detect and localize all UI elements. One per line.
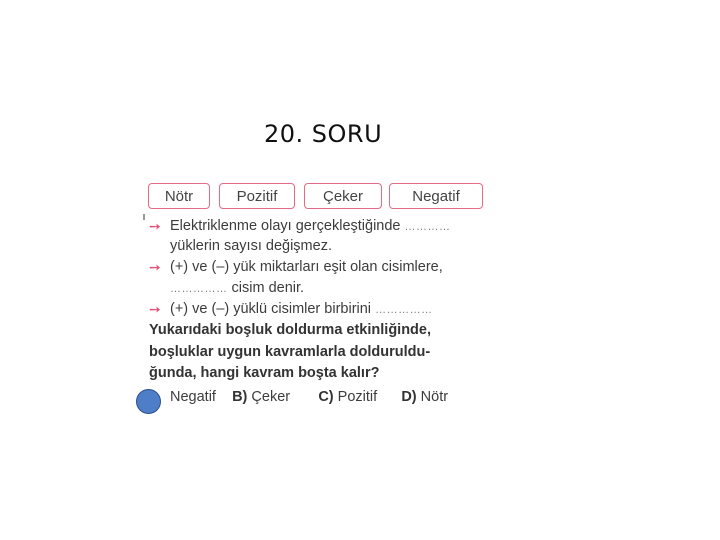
answer-options bbox=[170, 389, 448, 405]
statement-3-text: (+) ve (–) yüklü cisimler birbirini bbox=[170, 301, 372, 317]
divider-mark bbox=[143, 214, 145, 220]
chip-negatif: Negatif bbox=[389, 183, 483, 209]
option-b-label: B) bbox=[232, 389, 248, 405]
blank-3: …………… bbox=[375, 304, 433, 316]
blank-2: …………… bbox=[170, 283, 228, 295]
question-line-1: Yukarıdaki boşluk doldurma etkinliğinde, bbox=[149, 322, 432, 338]
arrow-icon: ➙ bbox=[149, 259, 161, 275]
option-c[interactable]: Pozitif bbox=[337, 389, 378, 405]
statement-2-text: cisim denir. bbox=[231, 280, 305, 296]
statement-1-line-1 bbox=[170, 218, 451, 234]
statement-2-line-1: (+) ve (–) yük miktarları eşit olan cisimlere, bbox=[170, 259, 443, 275]
question-line-3: ğunda, hangi kavram boşta kalır? bbox=[149, 365, 380, 381]
statement-1-text: Elektriklenme olayı gerçekleştiğinde bbox=[170, 218, 401, 234]
chip-ceker: Çeker bbox=[304, 183, 382, 209]
option-b[interactable]: Çeker bbox=[251, 389, 291, 405]
option-c-label: C) bbox=[318, 389, 334, 405]
arrow-icon: ➙ bbox=[149, 218, 161, 234]
chip-pozitif: Pozitif bbox=[219, 183, 295, 209]
question-line-2: boşluklar uygun kavramlarla dolduruldu- bbox=[149, 344, 431, 360]
option-d[interactable]: Nötr bbox=[420, 389, 449, 405]
option-a[interactable]: Negatif bbox=[170, 389, 216, 405]
blank-1: ………… bbox=[404, 221, 451, 233]
arrow-icon: ➙ bbox=[149, 301, 161, 317]
chip-notr: Nötr bbox=[148, 183, 210, 209]
question-title: 20. SORU bbox=[264, 120, 383, 148]
option-d-label: D) bbox=[401, 389, 417, 405]
statement-3-line-1 bbox=[170, 301, 433, 317]
answer-a-marker[interactable] bbox=[136, 389, 161, 414]
statement-2-line-2 bbox=[170, 280, 304, 296]
statement-1-line-2: yüklerin sayısı değişmez. bbox=[170, 238, 332, 254]
